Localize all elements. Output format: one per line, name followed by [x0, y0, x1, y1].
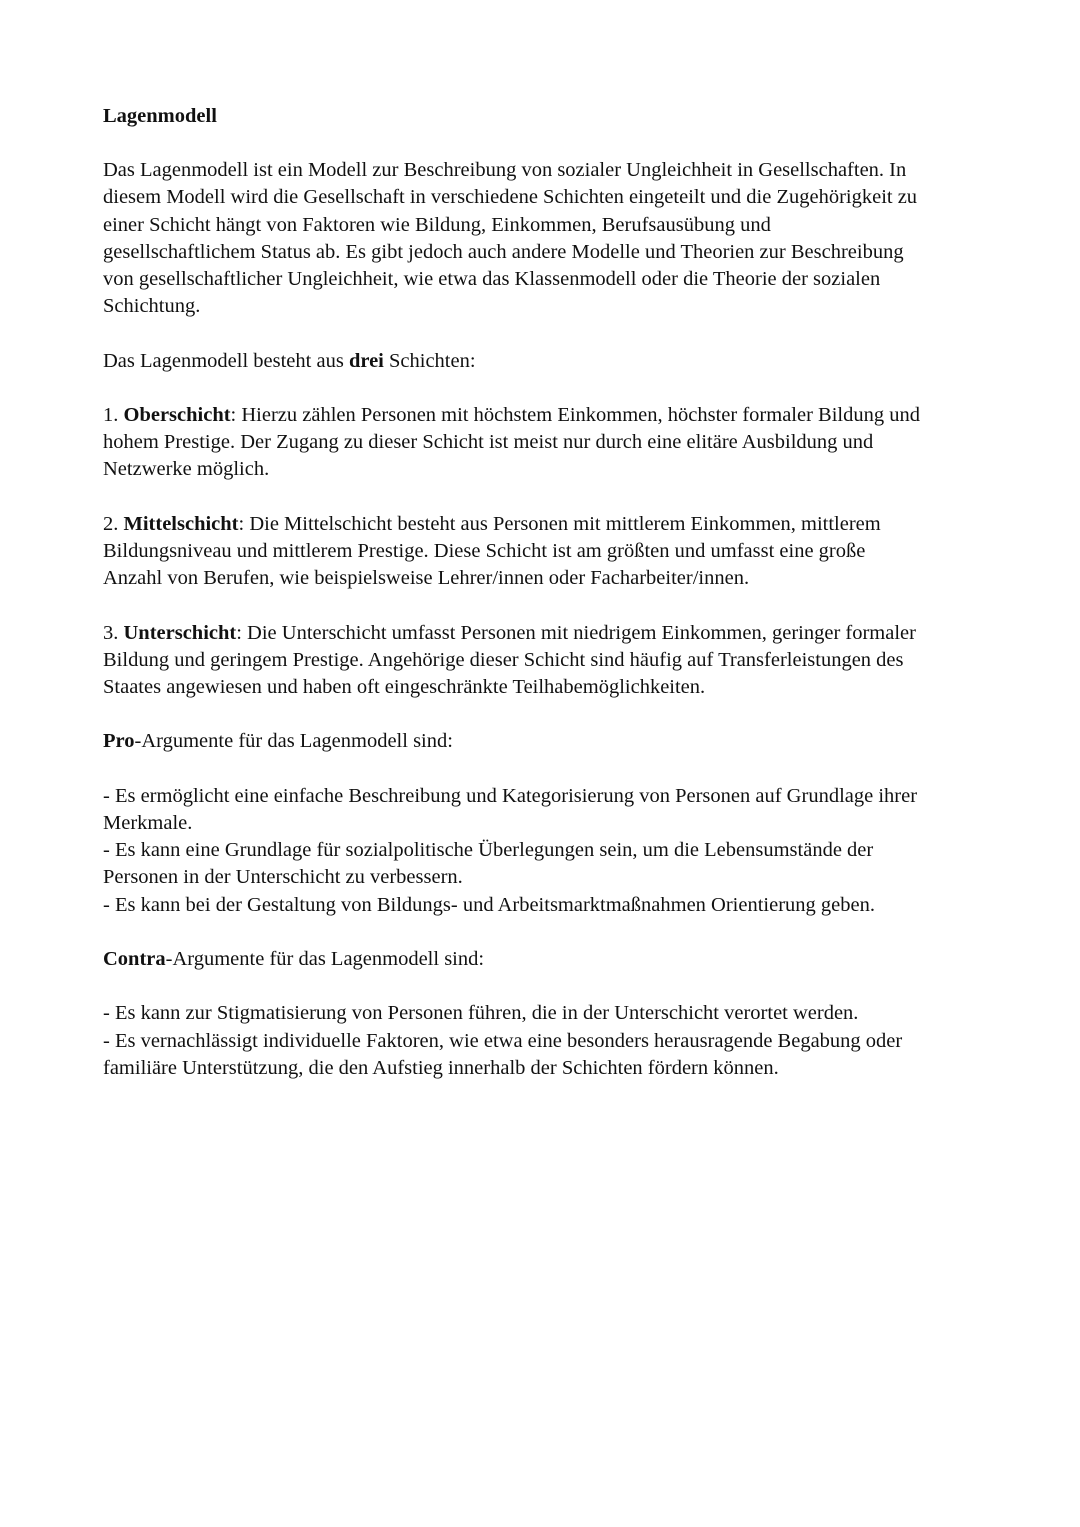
layer-name: Oberschicht [123, 404, 231, 426]
text-line: Netzwerke möglich. [103, 458, 270, 481]
contra-heading-rest: -Argumente für das Lagenmodell sind: [165, 947, 485, 970]
intro-paragraph [103, 157, 983, 320]
document-title: Lagenmodell [103, 105, 217, 127]
list-item: familiäre Unterstützung, die den Aufstieg innerhalb der Schichten fördern können. [103, 1056, 779, 1079]
list-item: - Es kann bei der Gestaltung von Bildungs- und Arbeitsmarktmaßnahmen Orientierung geben. [103, 893, 875, 916]
list-item: - Es vernachlässigt individuelle Faktoren, wie etwa eine besonders herausragende Begabung oder [103, 1029, 903, 1052]
pro-heading [103, 728, 983, 755]
text-line: Schichtung. [103, 295, 201, 318]
text-line: Anzahl von Berufen, wie beispielsweise Lehrer/innen oder Facharbeiter/innen. [103, 567, 750, 590]
text-line: gesellschaftlichem Status ab. Es gibt jedoch auch andere Modelle und Theorien zur Beschreibung [103, 240, 904, 263]
contra-arguments [103, 1000, 983, 1082]
layer-number: 2. [103, 512, 119, 535]
layer-text: : Die Mittelschicht besteht aus Personen mit mittlerem Einkommen, mittlerem [238, 512, 881, 535]
list-item: - Es kann eine Grundlage für sozialpolitische Überlegungen sein, um die Lebensumstände der [103, 839, 874, 862]
list-item: - Es kann zur Stigmatisierung von Personen führen, die in der Unterschicht verortet werden. [103, 1002, 859, 1025]
document-page [103, 103, 983, 1109]
text-line: diesem Modell wird die Gesellschaft in verschiedene Schichten eingeteilt und die Zugehörigkeit zu [103, 186, 918, 209]
text-line: Bildung und geringem Prestige. Angehörige dieser Schicht sind häufig auf Transferleistungen des [103, 648, 904, 671]
pro-arguments [103, 783, 983, 919]
pro-heading-rest: -Argumente für das Lagenmodell sind: [134, 730, 453, 753]
layer-name: Unterschicht [123, 621, 237, 644]
list-item: Merkmale. [103, 811, 193, 834]
schichten-intro [103, 348, 983, 375]
list-item: - Es ermöglicht eine einfache Beschreibung und Kategorisierung von Personen auf Grundlage ihrer [103, 784, 918, 807]
layer-first-line [103, 620, 983, 647]
layer-text: : Die Unterschicht umfasst Personen mit niedrigem Einkommen, geringer formaler [236, 621, 916, 644]
layer-mittelschicht [103, 511, 983, 593]
layer-text: : Hierzu zählen Personen mit höchstem Einkommen, höchster formaler Bildung und [230, 404, 920, 426]
schichten-intro-after: Schichten: [383, 349, 476, 372]
schichten-intro-before: Das Lagenmodell besteht aus [103, 349, 349, 372]
pro-heading-bold: Pro [103, 730, 135, 753]
text-line: hohem Prestige. Der Zugang zu dieser Schicht ist meist nur durch eine elitäre Ausbildung und [103, 431, 874, 454]
text-line: einer Schicht hängt von Faktoren wie Bildung, Einkommen, Berufsausübung und [103, 213, 771, 236]
layer-number: 3. [103, 621, 119, 644]
layer-first-line [103, 511, 983, 538]
layer-number: 1. [103, 404, 119, 426]
layer-first-line [103, 402, 983, 429]
text-line: Staates angewiesen und haben oft eingeschränkte Teilhabemöglichkeiten. [103, 676, 706, 698]
text-line: Das Lagenmodell ist ein Modell zur Beschreibung von sozialer Ungleichheit in Gesellschaften. In [103, 159, 907, 182]
layer-name: Mittelschicht [123, 512, 239, 535]
text-line: Bildungsniveau und mittlerem Prestige. Diese Schicht ist am größten und umfasst eine große [103, 540, 866, 562]
layer-oberschicht [103, 402, 983, 484]
list-item: Personen in der Unterschicht zu verbessern. [103, 866, 463, 889]
layer-unterschicht [103, 620, 983, 702]
text-line: von gesellschaftlicher Ungleichheit, wie etwa das Klassenmodell oder die Theorie der sozialen [103, 268, 881, 291]
schichten-intro-count: drei [348, 349, 384, 372]
contra-heading [103, 946, 983, 973]
contra-heading-bold: Contra [103, 947, 166, 970]
